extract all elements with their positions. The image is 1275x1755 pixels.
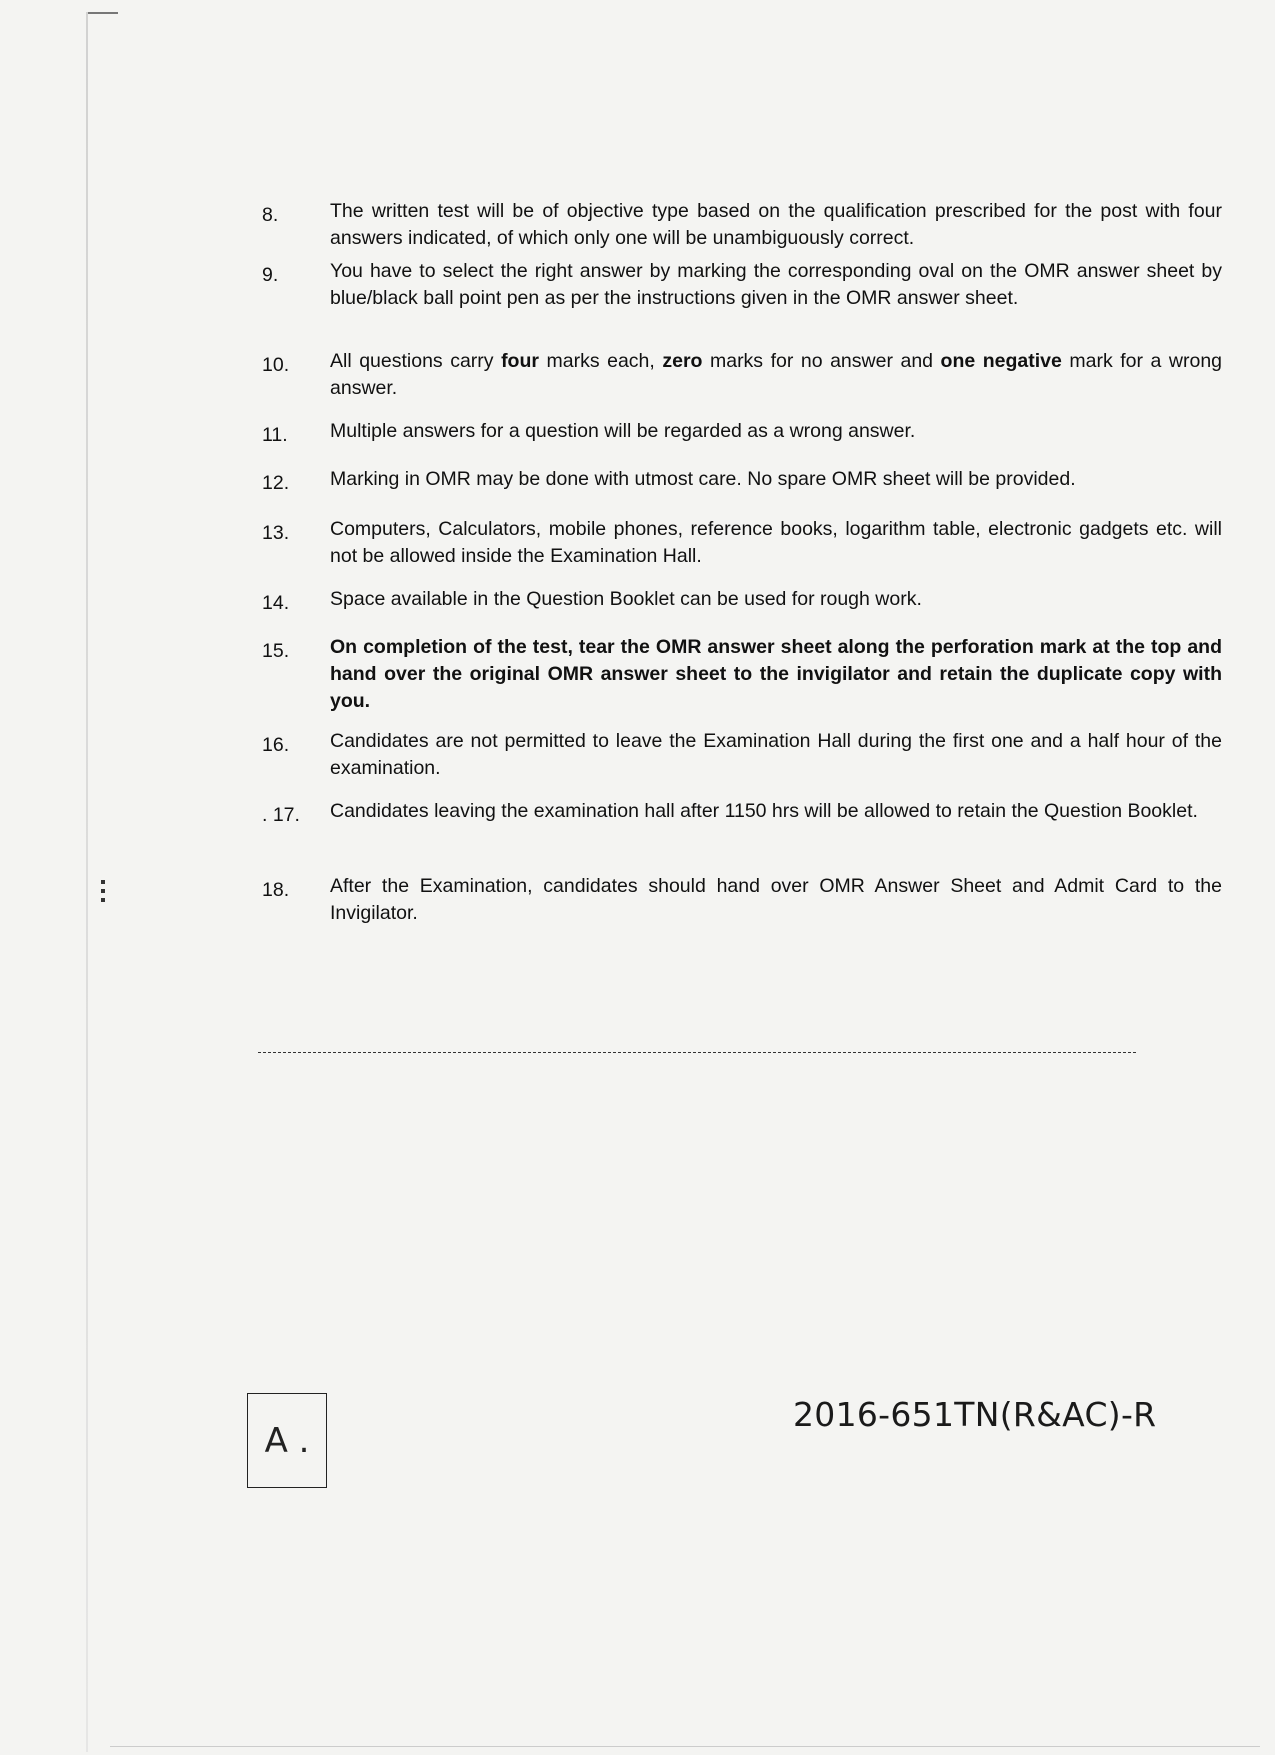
- instruction-text: [330, 873, 1222, 927]
- instruction-item: [262, 728, 1222, 782]
- instruction-item: [262, 418, 1222, 449]
- instruction-text-part: mark for a wrong answer.: [330, 350, 1223, 399]
- instruction-text-part: Space available in the Question Booklet can be used for rough work.: [330, 588, 922, 610]
- instruction-text-part: Marking in OMR may be done with utmost care. No spare OMR sheet will be provided.: [330, 468, 1076, 490]
- instruction-number: 18.: [262, 879, 290, 901]
- instruction-text: [330, 728, 1222, 782]
- instruction-item: [262, 516, 1222, 570]
- instruction-text: [330, 586, 1222, 613]
- instruction-text: [330, 466, 1222, 493]
- instruction-text-part: marks for no answer and: [702, 350, 941, 372]
- instruction-text: [330, 198, 1222, 252]
- instruction-text-part: Computers, Calculators, mobile phones, reference books, logarithm table, electronic gadgets etc. will not be allowed inside the Examination Hall.: [330, 518, 1222, 567]
- instruction-item: [262, 466, 1222, 497]
- instruction-number: 9.: [262, 264, 279, 286]
- instruction-item: [262, 586, 1222, 617]
- instruction-text-part: Candidates are not permitted to leave the Examination Hall during the first one and a half hour of the examination.: [330, 730, 1222, 779]
- instruction-text-part: After the Examination, candidates should hand over OMR Answer Sheet and Admit Card to the Invigilator.: [330, 875, 1222, 924]
- instruction-number: 11.: [262, 424, 288, 446]
- scan-bottom-edge: [110, 1746, 1260, 1747]
- instruction-text-part: All questions carry: [330, 350, 502, 372]
- instruction-text-bold: four: [501, 350, 539, 372]
- instruction-number: 15.: [262, 640, 290, 662]
- instruction-text-bold: On completion of the test, tear the OMR answer sheet along the perforation mark at the top and hand over the original OMR answer sheet to the invigilator and retain the duplicate copy with you.: [330, 636, 1222, 712]
- instruction-text-part: The written test will be of objective type based on the qualification prescribed for the post with four answers indicated, of which only one will be unambiguously correct.: [330, 200, 1222, 249]
- instruction-text-bold: zero: [662, 350, 703, 372]
- scan-left-edge: [86, 12, 88, 1752]
- instruction-text: [330, 418, 1222, 445]
- instruction-number: 16.: [262, 734, 290, 756]
- instruction-text: [330, 798, 1222, 825]
- instruction-item: [262, 198, 1222, 252]
- instruction-number: 14.: [262, 592, 290, 614]
- instruction-number: 8.: [262, 204, 279, 226]
- instruction-text-part: marks each,: [538, 350, 663, 372]
- instruction-text-part: Multiple answers for a question will be regarded as a wrong answer.: [330, 420, 916, 442]
- instruction-text-part: Candidates leaving the examination hall after 1150 hrs will be allowed to retain the Question Booklet.: [330, 800, 1198, 822]
- instruction-number: 13.: [262, 522, 290, 544]
- instruction-number: . 17.: [262, 804, 300, 826]
- booklet-series-box: A .: [247, 1393, 327, 1488]
- scan-corner-mark: [88, 12, 118, 14]
- booklet-code: 2016-651TN(R&AC)-R: [793, 1395, 1157, 1434]
- instruction-item: [262, 634, 1222, 715]
- instruction-item: [262, 798, 1222, 829]
- instruction-text: [330, 258, 1222, 312]
- scan-punch-marks: [101, 880, 105, 906]
- instruction-text: [330, 634, 1222, 715]
- instruction-item: [262, 258, 1222, 312]
- instruction-text: [330, 348, 1222, 402]
- instruction-item: [262, 348, 1222, 402]
- dashed-separator: [258, 1052, 1136, 1053]
- instruction-text: [330, 516, 1222, 570]
- instruction-text-part: You have to select the right answer by marking the corresponding oval on the OMR answer sheet by blue/black ball point pen as per the instructions given in the OMR answer sheet.: [330, 260, 1222, 309]
- instruction-item: [262, 873, 1222, 927]
- instruction-number: 10.: [262, 354, 290, 376]
- instruction-number: 12.: [262, 472, 290, 494]
- instruction-text-bold: one negative: [940, 350, 1062, 372]
